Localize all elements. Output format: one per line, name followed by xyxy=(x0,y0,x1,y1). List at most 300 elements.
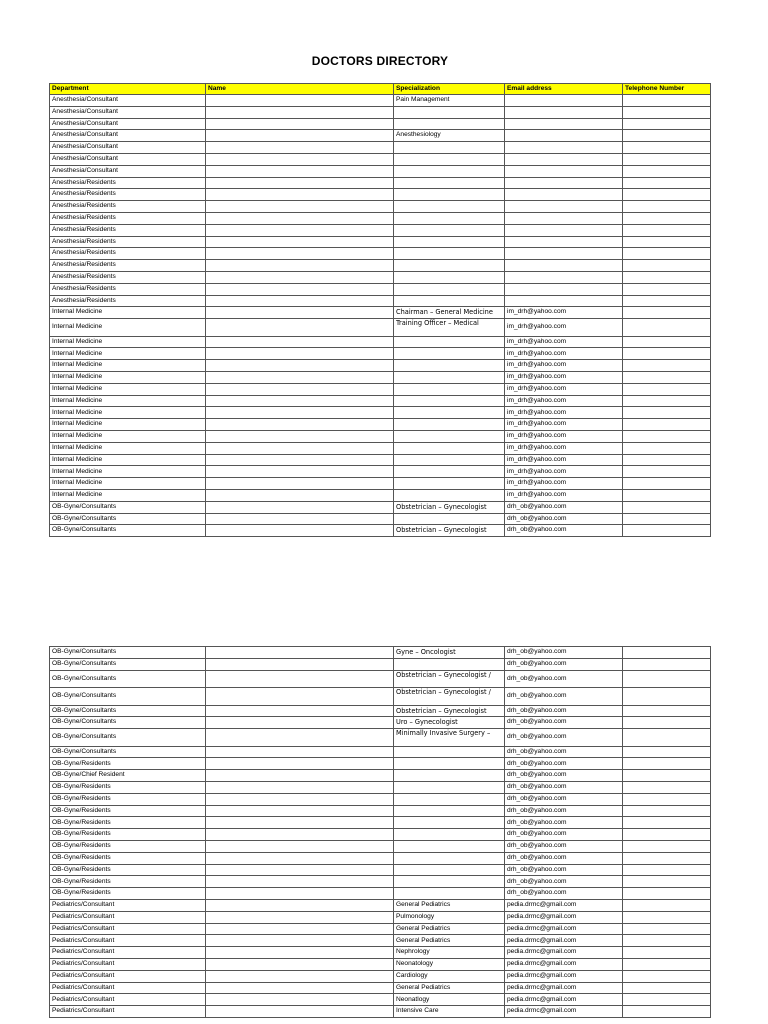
department-cell: Pediatrics/Consultant xyxy=(50,947,206,959)
email-cell: pedia.drmc@gmail.com xyxy=(505,994,623,1006)
table-row xyxy=(50,454,711,466)
table-row xyxy=(50,153,711,165)
specialization-cell: Gyne – Oncologist xyxy=(394,647,505,659)
name-cell xyxy=(206,717,394,729)
name-cell xyxy=(206,746,394,758)
column-header-department: Department xyxy=(50,84,206,95)
department-cell: Anesthesia/Consultant xyxy=(50,142,206,154)
department-cell: OB-Gyne/Chief Resident xyxy=(50,770,206,782)
name-cell xyxy=(206,852,394,864)
table-row xyxy=(50,478,711,490)
email-cell xyxy=(505,248,623,260)
table-row xyxy=(50,212,711,224)
email-cell: drh_ob@yahoo.com xyxy=(505,688,623,706)
specialization-cell xyxy=(394,189,505,201)
department-cell: Anesthesia/Consultant xyxy=(50,95,206,107)
specialization-cell xyxy=(394,153,505,165)
name-cell xyxy=(206,236,394,248)
name-cell xyxy=(206,106,394,118)
email-cell: drh_ob@yahoo.com xyxy=(505,513,623,525)
department-cell: OB-Gyne/Residents xyxy=(50,805,206,817)
specialization-cell: Chairman – General Medicine xyxy=(394,307,505,319)
telephone-cell xyxy=(623,442,711,454)
specialization-cell xyxy=(394,407,505,419)
email-cell: drh_ob@yahoo.com xyxy=(505,841,623,853)
table-row xyxy=(50,118,711,130)
telephone-cell xyxy=(623,729,711,747)
department-cell: Internal Medicine xyxy=(50,336,206,348)
telephone-cell xyxy=(623,490,711,502)
name-cell xyxy=(206,383,394,395)
specialization-cell: General Pediatrics xyxy=(394,982,505,994)
table-row xyxy=(50,770,711,782)
name-cell xyxy=(206,970,394,982)
telephone-cell xyxy=(623,177,711,189)
department-cell: OB-Gyne/Residents xyxy=(50,864,206,876)
name-cell xyxy=(206,935,394,947)
specialization-cell xyxy=(394,478,505,490)
name-cell xyxy=(206,923,394,935)
email-cell: pedia.drmc@gmail.com xyxy=(505,982,623,994)
specialization-cell xyxy=(394,177,505,189)
table-row xyxy=(50,947,711,959)
table-row xyxy=(50,130,711,142)
table-row xyxy=(50,224,711,236)
telephone-cell xyxy=(623,758,711,770)
email-cell xyxy=(505,271,623,283)
name-cell xyxy=(206,177,394,189)
specialization-cell: Pulmonology xyxy=(394,911,505,923)
department-cell: OB-Gyne/Consultants xyxy=(50,717,206,729)
specialization-cell xyxy=(394,431,505,443)
email-cell: im_drh@yahoo.com xyxy=(505,372,623,384)
telephone-cell xyxy=(623,153,711,165)
name-cell xyxy=(206,295,394,307)
name-cell xyxy=(206,817,394,829)
specialization-cell xyxy=(394,212,505,224)
specialization-cell xyxy=(394,746,505,758)
name-cell xyxy=(206,336,394,348)
specialization-cell xyxy=(394,805,505,817)
department-cell: OB-Gyne/Consultants xyxy=(50,647,206,659)
table-row xyxy=(50,295,711,307)
email-cell: im_drh@yahoo.com xyxy=(505,478,623,490)
specialization-cell: General Pediatrics xyxy=(394,935,505,947)
table-row xyxy=(50,283,711,295)
name-cell xyxy=(206,224,394,236)
specialization-cell: Cardiology xyxy=(394,970,505,982)
email-cell: drh_ob@yahoo.com xyxy=(505,793,623,805)
specialization-cell xyxy=(394,888,505,900)
specialization-cell: Nephrology xyxy=(394,947,505,959)
table-row xyxy=(50,165,711,177)
table-row xyxy=(50,782,711,794)
telephone-cell xyxy=(623,454,711,466)
table-row xyxy=(50,395,711,407)
department-cell: Pediatrics/Consultant xyxy=(50,1006,206,1018)
specialization-cell: Intensive Care xyxy=(394,1006,505,1018)
name-cell xyxy=(206,513,394,525)
department-cell: OB-Gyne/Consultants xyxy=(50,670,206,688)
table-header-row xyxy=(50,84,711,95)
name-cell xyxy=(206,248,394,260)
telephone-cell xyxy=(623,525,711,537)
department-cell: OB-Gyne/Consultants xyxy=(50,501,206,513)
name-cell xyxy=(206,1006,394,1018)
telephone-cell xyxy=(623,852,711,864)
telephone-cell xyxy=(623,372,711,384)
email-cell xyxy=(505,295,623,307)
name-cell xyxy=(206,994,394,1006)
department-cell: Anesthesia/Consultant xyxy=(50,106,206,118)
specialization-cell: Obstetrician – Gynecologist xyxy=(394,525,505,537)
table-row xyxy=(50,501,711,513)
table-row xyxy=(50,189,711,201)
email-cell: im_drh@yahoo.com xyxy=(505,490,623,502)
specialization-cell xyxy=(394,841,505,853)
name-cell xyxy=(206,165,394,177)
specialization-cell: Anesthesiology xyxy=(394,130,505,142)
name-cell xyxy=(206,466,394,478)
specialization-cell: Obstetrician – Gynecologist / xyxy=(394,670,505,688)
department-cell: Anesthesia/Consultant xyxy=(50,130,206,142)
telephone-cell xyxy=(623,900,711,912)
specialization-cell xyxy=(394,864,505,876)
name-cell xyxy=(206,153,394,165)
table-row xyxy=(50,201,711,213)
department-cell: Pediatrics/Consultant xyxy=(50,959,206,971)
table-row xyxy=(50,900,711,912)
telephone-cell xyxy=(623,994,711,1006)
telephone-cell xyxy=(623,959,711,971)
telephone-cell xyxy=(623,864,711,876)
specialization-cell xyxy=(394,758,505,770)
telephone-cell xyxy=(623,407,711,419)
email-cell: drh_ob@yahoo.com xyxy=(505,746,623,758)
table-row xyxy=(50,829,711,841)
column-header-email: Email address xyxy=(505,84,623,95)
specialization-cell xyxy=(394,360,505,372)
table-body-1 xyxy=(50,95,711,537)
name-cell xyxy=(206,841,394,853)
name-cell xyxy=(206,348,394,360)
email-cell xyxy=(505,142,623,154)
email-cell: im_drh@yahoo.com xyxy=(505,348,623,360)
telephone-cell xyxy=(623,782,711,794)
table-row xyxy=(50,970,711,982)
email-cell: drh_ob@yahoo.com xyxy=(505,770,623,782)
department-cell: Pediatrics/Consultant xyxy=(50,911,206,923)
telephone-cell xyxy=(623,106,711,118)
department-cell: Internal Medicine xyxy=(50,419,206,431)
name-cell xyxy=(206,260,394,272)
name-cell xyxy=(206,670,394,688)
table-row xyxy=(50,372,711,384)
email-cell: im_drh@yahoo.com xyxy=(505,431,623,443)
telephone-cell xyxy=(623,395,711,407)
telephone-cell xyxy=(623,923,711,935)
department-cell: OB-Gyne/Residents xyxy=(50,817,206,829)
table-row xyxy=(50,876,711,888)
name-cell xyxy=(206,658,394,670)
department-cell: Internal Medicine xyxy=(50,372,206,384)
email-cell: im_drh@yahoo.com xyxy=(505,454,623,466)
specialization-cell xyxy=(394,348,505,360)
name-cell xyxy=(206,319,394,337)
name-cell xyxy=(206,142,394,154)
telephone-cell xyxy=(623,260,711,272)
specialization-cell xyxy=(394,466,505,478)
table-row xyxy=(50,490,711,502)
name-cell xyxy=(206,501,394,513)
department-cell: Internal Medicine xyxy=(50,383,206,395)
name-cell xyxy=(206,888,394,900)
telephone-cell xyxy=(623,348,711,360)
table-row xyxy=(50,1006,711,1018)
email-cell xyxy=(505,165,623,177)
department-cell: OB-Gyne/Consultants xyxy=(50,729,206,747)
table-row xyxy=(50,959,711,971)
table-row xyxy=(50,236,711,248)
column-header-telephone: Telephone Number xyxy=(623,84,711,95)
table-row xyxy=(50,106,711,118)
email-cell: drh_ob@yahoo.com xyxy=(505,876,623,888)
table-row xyxy=(50,248,711,260)
department-cell: Anesthesia/Residents xyxy=(50,271,206,283)
specialization-cell xyxy=(394,106,505,118)
specialization-cell xyxy=(394,419,505,431)
telephone-cell xyxy=(623,911,711,923)
telephone-cell xyxy=(623,283,711,295)
department-cell: OB-Gyne/Consultants xyxy=(50,688,206,706)
specialization-cell: Training Officer – Medical xyxy=(394,319,505,337)
email-cell: pedia.drmc@gmail.com xyxy=(505,947,623,959)
department-cell: Anesthesia/Residents xyxy=(50,236,206,248)
table-row xyxy=(50,348,711,360)
specialization-cell xyxy=(394,336,505,348)
name-cell xyxy=(206,454,394,466)
telephone-cell xyxy=(623,319,711,337)
department-cell: Internal Medicine xyxy=(50,466,206,478)
department-cell: Internal Medicine xyxy=(50,454,206,466)
telephone-cell xyxy=(623,431,711,443)
specialization-cell xyxy=(394,490,505,502)
telephone-cell xyxy=(623,248,711,260)
specialization-cell xyxy=(394,454,505,466)
table-row xyxy=(50,260,711,272)
telephone-cell xyxy=(623,189,711,201)
telephone-cell xyxy=(623,970,711,982)
name-cell xyxy=(206,201,394,213)
department-cell: Pediatrics/Consultant xyxy=(50,923,206,935)
department-cell: Anesthesia/Residents xyxy=(50,295,206,307)
department-cell: OB-Gyne/Consultants xyxy=(50,658,206,670)
email-cell: im_drh@yahoo.com xyxy=(505,407,623,419)
specialization-cell xyxy=(394,248,505,260)
name-cell xyxy=(206,758,394,770)
specialization-cell xyxy=(394,383,505,395)
table-row xyxy=(50,864,711,876)
specialization-cell xyxy=(394,770,505,782)
table-row xyxy=(50,888,711,900)
table-row xyxy=(50,95,711,107)
table-row xyxy=(50,431,711,443)
email-cell xyxy=(505,95,623,107)
telephone-cell xyxy=(623,501,711,513)
name-cell xyxy=(206,900,394,912)
name-cell xyxy=(206,130,394,142)
telephone-cell xyxy=(623,419,711,431)
department-cell: Anesthesia/Residents xyxy=(50,212,206,224)
name-cell xyxy=(206,947,394,959)
table-row xyxy=(50,466,711,478)
name-cell xyxy=(206,212,394,224)
telephone-cell xyxy=(623,142,711,154)
telephone-cell xyxy=(623,817,711,829)
table-row xyxy=(50,383,711,395)
department-cell: Anesthesia/Residents xyxy=(50,248,206,260)
telephone-cell xyxy=(623,876,711,888)
email-cell: drh_ob@yahoo.com xyxy=(505,525,623,537)
telephone-cell xyxy=(623,746,711,758)
name-cell xyxy=(206,419,394,431)
email-cell xyxy=(505,283,623,295)
email-cell: im_drh@yahoo.com xyxy=(505,383,623,395)
table-row xyxy=(50,758,711,770)
email-cell: im_drh@yahoo.com xyxy=(505,360,623,372)
department-cell: Pediatrics/Consultant xyxy=(50,970,206,982)
table-row xyxy=(50,994,711,1006)
telephone-cell xyxy=(623,513,711,525)
telephone-cell xyxy=(623,224,711,236)
email-cell xyxy=(505,236,623,248)
department-cell: Internal Medicine xyxy=(50,307,206,319)
department-cell: Anesthesia/Residents xyxy=(50,189,206,201)
name-cell xyxy=(206,407,394,419)
telephone-cell xyxy=(623,212,711,224)
name-cell xyxy=(206,431,394,443)
specialization-cell xyxy=(394,782,505,794)
email-cell: pedia.drmc@gmail.com xyxy=(505,970,623,982)
table-row xyxy=(50,336,711,348)
email-cell: drh_ob@yahoo.com xyxy=(505,670,623,688)
table-row xyxy=(50,805,711,817)
email-cell: pedia.drmc@gmail.com xyxy=(505,959,623,971)
specialization-cell xyxy=(394,442,505,454)
email-cell xyxy=(505,106,623,118)
name-cell xyxy=(206,770,394,782)
table-row xyxy=(50,271,711,283)
email-cell xyxy=(505,177,623,189)
specialization-cell: General Pediatrics xyxy=(394,923,505,935)
department-cell: Internal Medicine xyxy=(50,407,206,419)
table-row xyxy=(50,935,711,947)
table-row xyxy=(50,852,711,864)
telephone-cell xyxy=(623,888,711,900)
name-cell xyxy=(206,793,394,805)
specialization-cell: Neonatlogy xyxy=(394,994,505,1006)
telephone-cell xyxy=(623,307,711,319)
table-body-2 xyxy=(50,647,711,1018)
table-row xyxy=(50,793,711,805)
specialization-cell xyxy=(394,852,505,864)
department-cell: Anesthesia/Consultant xyxy=(50,165,206,177)
specialization-cell xyxy=(394,372,505,384)
email-cell: im_drh@yahoo.com xyxy=(505,319,623,337)
name-cell xyxy=(206,829,394,841)
email-cell: pedia.drmc@gmail.com xyxy=(505,923,623,935)
email-cell: im_drh@yahoo.com xyxy=(505,336,623,348)
specialization-cell xyxy=(394,658,505,670)
department-cell: OB-Gyne/Consultants xyxy=(50,705,206,717)
telephone-cell xyxy=(623,829,711,841)
department-cell: Internal Medicine xyxy=(50,490,206,502)
email-cell: drh_ob@yahoo.com xyxy=(505,782,623,794)
name-cell xyxy=(206,876,394,888)
telephone-cell xyxy=(623,236,711,248)
specialization-cell: Obstetrician – Gynecologist / xyxy=(394,688,505,706)
telephone-cell xyxy=(623,841,711,853)
specialization-cell xyxy=(394,793,505,805)
telephone-cell xyxy=(623,336,711,348)
specialization-cell xyxy=(394,118,505,130)
column-header-specialization: Specialization xyxy=(394,84,505,95)
table-row xyxy=(50,525,711,537)
column-header-name: Name xyxy=(206,84,394,95)
table-row xyxy=(50,513,711,525)
email-cell: drh_ob@yahoo.com xyxy=(505,805,623,817)
table-row xyxy=(50,407,711,419)
department-cell: Internal Medicine xyxy=(50,395,206,407)
specialization-cell xyxy=(394,165,505,177)
specialization-cell xyxy=(394,829,505,841)
specialization-cell: Obstetrician – Gynecologist xyxy=(394,705,505,717)
email-cell: im_drh@yahoo.com xyxy=(505,442,623,454)
specialization-cell: Minimally Invasive Surgery – xyxy=(394,729,505,747)
telephone-cell xyxy=(623,717,711,729)
table-row xyxy=(50,729,711,747)
name-cell xyxy=(206,283,394,295)
name-cell xyxy=(206,271,394,283)
specialization-cell xyxy=(394,271,505,283)
telephone-cell xyxy=(623,705,711,717)
department-cell: Pediatrics/Consultant xyxy=(50,935,206,947)
department-cell: Anesthesia/Consultant xyxy=(50,153,206,165)
name-cell xyxy=(206,95,394,107)
name-cell xyxy=(206,525,394,537)
name-cell xyxy=(206,490,394,502)
specialization-cell xyxy=(394,395,505,407)
table-row xyxy=(50,647,711,659)
telephone-cell xyxy=(623,805,711,817)
department-cell: Internal Medicine xyxy=(50,319,206,337)
telephone-cell xyxy=(623,466,711,478)
email-cell: im_drh@yahoo.com xyxy=(505,419,623,431)
name-cell xyxy=(206,478,394,490)
table-row xyxy=(50,923,711,935)
email-cell xyxy=(505,224,623,236)
department-cell: Internal Medicine xyxy=(50,431,206,443)
email-cell xyxy=(505,212,623,224)
department-cell: Anesthesia/Residents xyxy=(50,260,206,272)
department-cell: Pediatrics/Consultant xyxy=(50,994,206,1006)
email-cell: drh_ob@yahoo.com xyxy=(505,864,623,876)
table-row xyxy=(50,360,711,372)
email-cell: pedia.drmc@gmail.com xyxy=(505,911,623,923)
table-row xyxy=(50,717,711,729)
department-cell: OB-Gyne/Residents xyxy=(50,793,206,805)
department-cell: Anesthesia/Consultant xyxy=(50,118,206,130)
